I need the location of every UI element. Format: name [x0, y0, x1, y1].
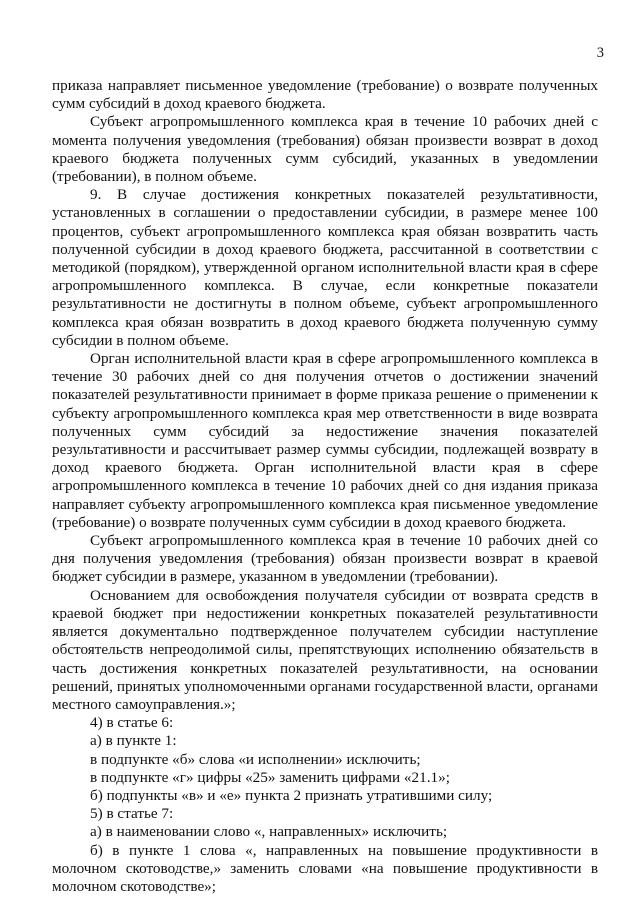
- paragraph: а) в наименовании слово «, направленных» исключить;: [90, 823, 448, 841]
- paragraph: 5) в статье 7:: [90, 805, 174, 823]
- paragraph: Субъект агропромышленного комплекса края в течение 10 рабочих дней с момента получения уведомления (требования) обязан произвести возврат в доход краевого бюджета полученных сумм субсидий, указанных в уведомлении (требовании), в полном объеме.: [52, 113, 598, 186]
- paragraph: в подпункте «г» цифры «25» заменить цифрами «21.1»;: [90, 768, 450, 786]
- paragraph: приказа направляет письменное уведомление (требование) о возврате полученных сумм субсидий в доход краевого бюджета.: [52, 77, 598, 113]
- paragraph: б) подпункты «в» и «е» пункта 2 признать утратившими силу;: [90, 786, 493, 804]
- paragraph: 4) в статье 6:: [90, 714, 174, 732]
- page-number: 3: [596, 45, 604, 61]
- paragraph: а) в пункте 1:: [90, 732, 177, 750]
- paragraph: Основанием для освобождения получателя субсидии от возврата средств в краевой бюджет при недостижении конкретных показателей результативности является документально подтвержденное получателем субсидии наступление обстоятельств непреодолимой силы, препятствующих исполнению обязательств в часть достижения конкретных показателей результативности, на основании решений, принятых уполномоченными органами государственной власти, органами местного самоуправления.»;: [52, 586, 598, 713]
- paragraph: б) в пункте 1 слова «, направленных на повышение продуктивности в молочном скотоводстве,» заменить словами «на повышение продуктивности в молочном скотоводстве»;: [52, 841, 598, 895]
- paragraph: 9. В случае достижения конкретных показателей результативности, установленных в соглашении о предоставлении субсидии, в размере менее 100 процентов, субъект агропромышленного комплекса края обязан возвратить часть полученной субсидии в доход краевого бюджета, рассчитанной в соответствии с методикой (порядком), утвержденной органом исполнительной власти края в сфере агропромышленного комплекса. В случае, если конкретные показатели результативности не достигнуты в полном объеме, субъект агропромышленного комплекса края обязан возвратить в доход краевого бюджета полученную сумму субсидии в полном объеме.: [52, 186, 598, 349]
- paragraph: Субъект агропромышленного комплекса края в течение 10 рабочих дней со дня получения уведомления (требования) обязан произвести возврат в краевой бюджет субсидии в размере, указанном в уведомлении (требовании).: [52, 532, 598, 586]
- document-body: [52, 77, 598, 896]
- paragraph: в подпункте «б» слова «и исполнении» исключить;: [90, 750, 421, 768]
- paragraph: Орган исполнительной власти края в сфере агропромышленного комплекса в течение 30 рабочих дней со дня получения отчетов о достижении значений показателей результативности принимает в форме приказа решение о применении к субъекту агропромышленного комплекса края мер ответственности в виде возврата полученных сумм субсидий за недостижение значения показателей результативности и рассчитывает размер суммы субсидии, подлежащей возврату в доход краевого бюджета. Орган исполнительной власти края в сфере агропромышленного комплекса в течение 10 рабочих дней со дня издания приказа направляет субъекту агропромышленного комплекса края письменное уведомление (требование) о возврате полученных сумм субсидии в доход краевого бюджета.: [52, 350, 598, 531]
